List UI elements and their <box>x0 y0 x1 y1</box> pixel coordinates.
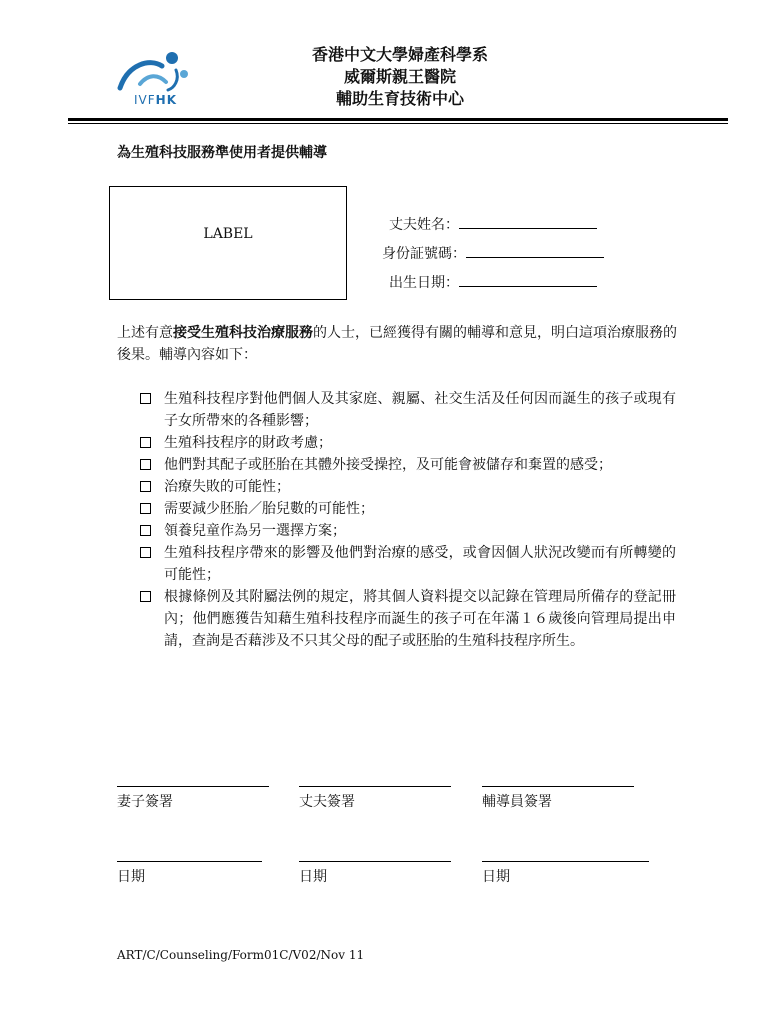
wife-date-line[interactable] <box>117 861 262 862</box>
checkbox-icon[interactable] <box>140 481 151 492</box>
checklist-item <box>140 388 676 432</box>
checkbox-icon[interactable] <box>140 459 151 470</box>
id-number-label: 身份証號碼： <box>382 246 466 262</box>
form-code-footer: ART/C/Counseling/Form01C/V02/Nov 11 <box>117 948 365 962</box>
husband-date-label: 日期 <box>299 869 327 885</box>
checklist-item <box>140 476 676 498</box>
counselor-date-line[interactable] <box>482 861 649 862</box>
intro-paragraph <box>117 322 677 366</box>
checklist-item-text: 根據條例及其附屬法例的規定，將其個人資料提交以記錄在管理局所備存的登記冊內；他們應獲告知藉生殖科技程序而誕生的孩子可在年滿１６歲後向管理局提出申請，查詢是否藉涉及不只其父母的配子或胚胎的生殖科技程序所生。 <box>164 589 676 649</box>
header-line-2: 威爾斯親王醫院 <box>343 67 456 86</box>
birth-date-label: 出生日期： <box>389 275 459 291</box>
counseling-checklist <box>140 388 676 652</box>
checklist-item-text: 生殖科技程序帶來的影響及他們對治療的感受，或會因個人狀況改變而有所轉變的可能性； <box>164 545 676 583</box>
husband-signature-line[interactable] <box>299 786 451 787</box>
checkbox-icon[interactable] <box>140 525 151 536</box>
label-box <box>109 186 347 300</box>
checkbox-icon[interactable] <box>140 437 151 448</box>
checklist-item <box>140 520 676 542</box>
form-title: 為生殖科技服務準使用者提供輔導 <box>117 145 327 161</box>
wife-signature-label: 妻子簽署 <box>117 794 173 810</box>
checklist-item-text: 他們對其配子或胚胎在其體外接受操控，及可能會被儲存和棄置的感受； <box>164 457 612 473</box>
checklist-item <box>140 586 676 652</box>
counselor-signature-label: 輔導員簽署 <box>482 794 552 810</box>
husband-name-field <box>389 214 597 234</box>
husband-signature-label: 丈夫簽署 <box>299 794 355 810</box>
checkbox-icon[interactable] <box>140 591 151 602</box>
wife-date-label: 日期 <box>117 869 145 885</box>
wife-signature-line[interactable] <box>117 786 269 787</box>
intro-before: 上述有意 <box>117 325 173 341</box>
logo-figure-icon <box>110 44 205 94</box>
checklist-item-text: 生殖科技程序對他們個人及其家庭、親屬、社交生活及任何因而誕生的孩子或現有子女所帶來的各種影響； <box>164 391 676 429</box>
birth-date-field <box>389 272 597 292</box>
birth-date-blank[interactable] <box>459 272 597 287</box>
id-number-field <box>382 243 604 263</box>
institution-header <box>200 44 600 110</box>
ivfhk-logo <box>110 44 205 110</box>
counselor-signature-line[interactable] <box>482 786 634 787</box>
checklist-item <box>140 498 676 520</box>
intro-emphasis: 接受生殖科技治療服務 <box>173 325 313 341</box>
header-line-1: 香港中文大學婦產科學系 <box>311 45 488 64</box>
checkbox-icon[interactable] <box>140 393 151 404</box>
header-rule-thick <box>68 118 728 121</box>
id-number-blank[interactable] <box>466 243 604 258</box>
checklist-item-text: 治療失敗的可能性； <box>164 479 290 495</box>
counselor-date-label: 日期 <box>482 869 510 885</box>
checklist-item-text: 生殖科技程序的財政考慮； <box>164 435 332 451</box>
checklist-item-text: 領養兒童作為另一選擇方案； <box>164 523 346 539</box>
label-box-text: LABEL <box>203 226 253 242</box>
header-rule-thin <box>68 123 728 124</box>
checklist-item <box>140 432 676 454</box>
husband-name-label: 丈夫姓名： <box>389 217 459 233</box>
checklist-item <box>140 454 676 476</box>
husband-name-blank[interactable] <box>459 214 597 229</box>
husband-date-line[interactable] <box>299 861 451 862</box>
logo-text: IVFHK <box>134 93 177 107</box>
intro-after: 的人士，已經獲得有關的輔導和意見，明白這項治療服務的後果。輔導內容如下： <box>117 325 677 363</box>
checklist-item-text: 需要減少胚胎／胎兒數的可能性； <box>164 501 374 517</box>
checkbox-icon[interactable] <box>140 503 151 514</box>
checklist-item <box>140 542 676 586</box>
header-line-3: 輔助生育技術中心 <box>335 89 464 108</box>
checkbox-icon[interactable] <box>140 547 151 558</box>
